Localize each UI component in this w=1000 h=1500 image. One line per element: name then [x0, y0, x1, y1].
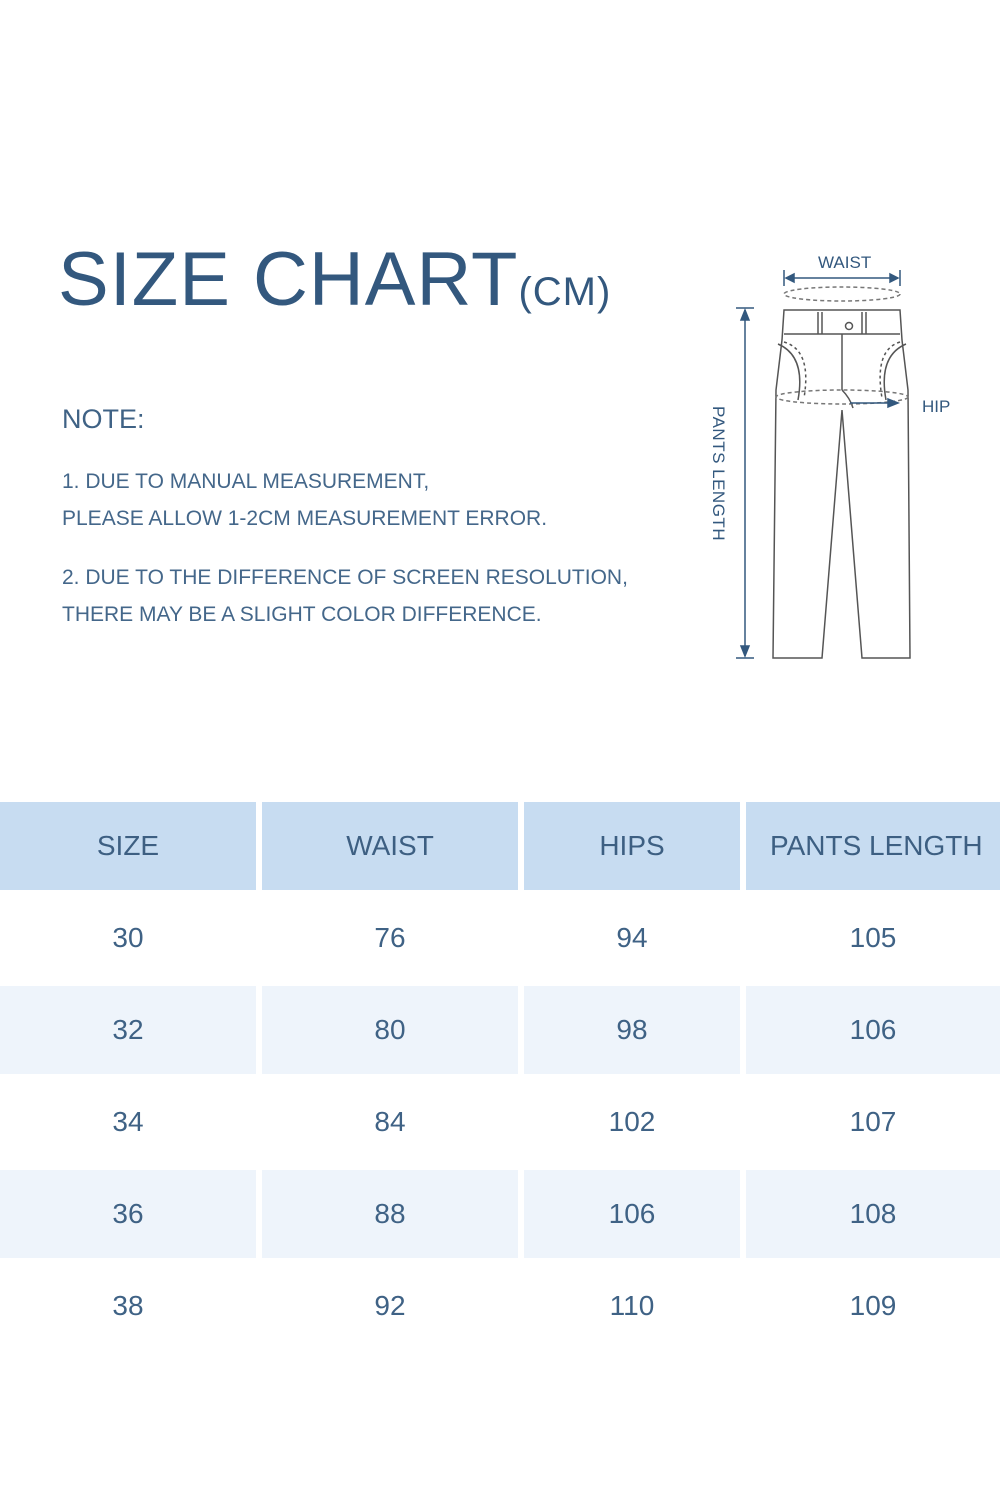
table-header-row [0, 802, 1000, 890]
cell-hips: 106 [524, 1170, 740, 1258]
header-waist: WAIST [262, 802, 518, 890]
note-item-2 [62, 559, 628, 633]
hip-arrow [850, 399, 898, 407]
cell-waist: 88 [262, 1170, 518, 1258]
cell-waist: 92 [262, 1262, 518, 1350]
length-measure-line [736, 308, 754, 658]
note-line: 2. DUE TO THE DIFFERENCE OF SCREEN RESOLUTION, [62, 566, 628, 589]
table-row [0, 1170, 1000, 1258]
cell-hips: 94 [524, 894, 740, 982]
note-line: PLEASE ALLOW 1-2CM MEASUREMENT ERROR. [62, 507, 548, 530]
page-title [58, 236, 611, 323]
cell-size: 36 [0, 1170, 256, 1258]
note-line: 1. DUE TO MANUAL MEASUREMENT, [62, 470, 430, 493]
cell-waist: 76 [262, 894, 518, 982]
cell-pants-length: 105 [746, 894, 1000, 982]
note-heading: NOTE: [62, 404, 145, 434]
cell-pants-length: 107 [746, 1078, 1000, 1166]
pants-illustration-icon [700, 240, 1000, 680]
waist-ellipse [784, 287, 900, 301]
waist-label: WAIST [818, 253, 872, 272]
note-line: THERE MAY BE A SLIGHT COLOR DIFFERENCE. [62, 603, 542, 626]
cell-size: 34 [0, 1078, 256, 1166]
table-row [0, 1078, 1000, 1166]
table-row [0, 894, 1000, 982]
cell-pants-length: 109 [746, 1262, 1000, 1350]
cell-hips: 98 [524, 986, 740, 1074]
pants-outline [773, 310, 910, 658]
table-row [0, 986, 1000, 1074]
cell-hips: 102 [524, 1078, 740, 1166]
cell-size: 32 [0, 986, 256, 1074]
cell-waist: 84 [262, 1078, 518, 1166]
hip-label: HIP [922, 397, 951, 416]
table-row [0, 1262, 1000, 1350]
size-table [0, 802, 1000, 1354]
header-hips: HIPS [524, 802, 740, 890]
cell-pants-length: 108 [746, 1170, 1000, 1258]
cell-size: 38 [0, 1262, 256, 1350]
cell-pants-length: 106 [746, 986, 1000, 1074]
cell-hips: 110 [524, 1262, 740, 1350]
pants-length-label: PANTS LENGTH [709, 406, 728, 542]
header-pants-length: PANTS LENGTH [746, 802, 1000, 890]
title-unit: (CM) [518, 270, 612, 314]
note-item-1 [62, 463, 547, 537]
header-size: SIZE [0, 802, 256, 890]
title-main: SIZE CHART [58, 237, 519, 322]
pants-diagram [700, 240, 1000, 680]
cell-size: 30 [0, 894, 256, 982]
cell-waist: 80 [262, 986, 518, 1074]
